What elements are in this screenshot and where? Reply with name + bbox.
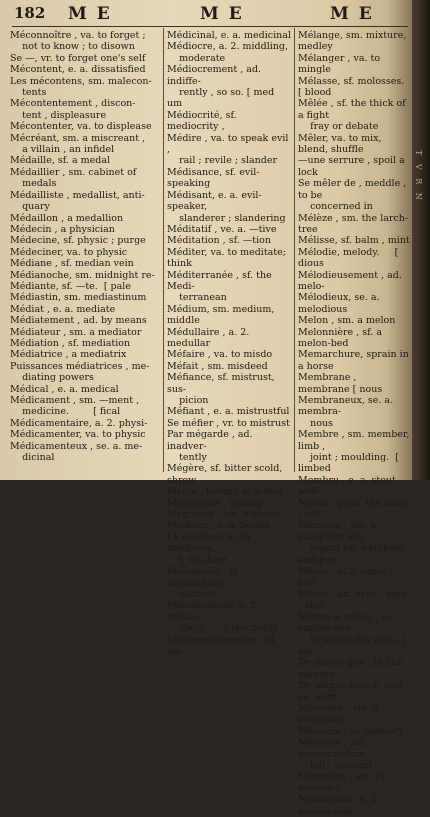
- dictionary-entry: De même que , in like manner: [298, 657, 407, 680]
- dictionary-entry: Membru , e. a. stout , well-: [298, 474, 405, 498]
- dictionary-entry: Même , ad. even , very , also: [298, 588, 411, 612]
- dictionary-entry: Mélanger , va. to mingle: [298, 52, 384, 76]
- dictionary-entry: Méfiance, sf. mistrust, sus-: [167, 372, 278, 395]
- dictionary-entry: Médullaire , a. 2. medullar: [167, 326, 253, 349]
- dictionary-entry: Médeciner, va. to physic: [10, 246, 128, 258]
- dictionary-entry: Mégissier , sm. a tawer: [167, 509, 280, 521]
- dictionary-entry: Mélasse, sf. molosses. [ blood: [298, 75, 408, 99]
- dictionary-entry: De même, que, c. just as, even: [298, 680, 406, 703]
- dictionary-entry: medicine. [ fical: [10, 406, 121, 418]
- dictionary-entry: rail ; revile ; slander: [167, 155, 278, 167]
- dictionary-entry: Mémoires , sm. pl. memoirs: [298, 771, 391, 794]
- dictionary-entry: Se mêler de , meddle , to be: [298, 178, 410, 201]
- dictionary-entry: joint ; moulding. [ limbed: [298, 452, 402, 475]
- dictionary-entry: Médiastin, sm. mediastinum: [10, 292, 147, 304]
- dictionary-entry: Médisant, e. a. evil-speaker,: [167, 189, 262, 213]
- dictionary-entry: Melon , sm. a melon: [298, 315, 396, 327]
- dictionary-entry: diating powers: [10, 372, 94, 384]
- dictionary-entry: slanderer ; slandering: [167, 212, 286, 224]
- dictionary-entry: Membre , sm. member, limb ,: [298, 429, 413, 452]
- dictionary-entry: terranean: [167, 292, 227, 304]
- dictionary-entry: Méditatif , ve. a. —tive: [167, 223, 277, 235]
- dictionary-entry: quary: [10, 201, 50, 213]
- entry-column-3: [298, 30, 413, 817]
- dictionary-entry: Médianoche, sm. midnight re-: [10, 269, 155, 281]
- dictionary-entry: Méconnoître , va. to forget ;: [10, 30, 146, 41]
- dictionary-entry: Mémentó , sm. a memento: [298, 702, 382, 726]
- dictionary-entry: Mécréant, sm. a miscreant ,: [10, 132, 146, 144]
- dictionary-entry: Méfiant , e. a. mistrustful: [167, 406, 290, 418]
- dictionary-entry: tently: [167, 452, 207, 464]
- dictionary-entry: Puissances médiatrices , me-: [10, 360, 150, 372]
- dictionary-entry: choly. [ lancholily: [167, 623, 278, 635]
- dictionary-entry: Médaille, sf. a medal: [10, 155, 111, 167]
- dictionary-entry: Mécontenter, va. to displease: [10, 121, 152, 133]
- dictionary-entry: bill , account: [298, 760, 373, 771]
- dictionary-entry: Méditer, va. to meditate; think: [167, 246, 289, 270]
- dictionary-entry: Médium, sm. medium, middle: [167, 303, 278, 327]
- dictionary-entry: Memarchure, sprain in a horse: [298, 349, 412, 372]
- entry-column-2: [167, 30, 291, 657]
- dictionary-entry: a villain , an infidel: [10, 144, 115, 156]
- dictionary-entry: Médiateur , sm. a mediator: [10, 326, 142, 338]
- dictionary-entry: Mégère, sf. bitter scold, shrew: [167, 463, 286, 486]
- dictionary-entry: Mêler, va. to mix, blend, shuffle: [298, 132, 385, 156]
- dictionary-entry: Médicamenteux , se. a. me-: [10, 440, 143, 452]
- dictionary-entry: Se méfier , vr. to mistrust: [167, 417, 290, 429]
- dictionary-entry: Médaillon , a medallion: [10, 212, 124, 224]
- dictionary-entry: Les mécontens, sm. malecon-: [10, 75, 152, 87]
- dictionary-entry: fray or debate: [298, 121, 379, 133]
- dictionary-entry: moderate: [167, 52, 226, 64]
- dictionary-entry: to justify his wish. [ ner: [298, 634, 411, 657]
- dictionary-entry: Mémoire , sf. memory: [298, 725, 404, 737]
- column-divider: [294, 28, 295, 472]
- dictionary-entry: Médiat , e. a. mediate: [10, 303, 116, 315]
- dictionary-entry: Mélisse, sf. balm , mint: [298, 235, 410, 247]
- dictionary-entry: Meilleur , e. a. better: [167, 520, 270, 532]
- dictionary-entry: Médisance, sf. evil-speaking: [167, 166, 260, 190]
- dictionary-entry: Médecine, sf. physic ; purge: [10, 235, 146, 247]
- dictionary-entry: Mécontent, e. a. dissatisfied: [10, 64, 146, 76]
- dictionary-entry: —une serrure , spoil a lock: [298, 155, 408, 178]
- header-rule: [12, 26, 408, 27]
- column-divider: [163, 28, 164, 472]
- dictionary-entry: Mécontentement , discon-: [10, 98, 136, 110]
- dictionary-entry: rently , so so. [ med um: [167, 87, 278, 110]
- dictionary-entry: nous: [298, 417, 333, 429]
- dictionary-entry: Mélancolique, a. 2. melan-: [167, 600, 262, 623]
- dictionary-entry: f. the best: [167, 554, 228, 566]
- dictionary-entry: Médiocrement , ad. indiffe-: [167, 64, 265, 87]
- dictionary-entry: Mémorable, a. 2. memorable: [298, 794, 383, 817]
- dictionary-entry: Méfait , sm. misdeed: [167, 360, 268, 372]
- dictionary-entry: Médicamenter, va. to physic: [10, 429, 146, 441]
- dictionary-entry: medals: [10, 178, 57, 190]
- dictionary-entry: Médical , e. a. medical: [10, 383, 119, 395]
- running-header-left: M E: [68, 4, 112, 24]
- dictionary-entry: Même , a. 2. same ; self: [298, 566, 396, 589]
- dictionary-entry: Mégie , tawing of a skin: [167, 486, 283, 498]
- dictionary-entry: report for weighing and pay: [298, 543, 408, 566]
- dictionary-entry: Médicinal, e. a. medicinal: [167, 30, 291, 41]
- dictionary-entry: sadness: [167, 588, 218, 600]
- dictionary-entry: Médicamentaire, a. 2. physi-: [10, 417, 148, 429]
- dictionary-entry: Méditation , sf. —tion: [167, 235, 271, 247]
- dictionary-entry: Par mégarde , ad. inadver-: [167, 429, 256, 452]
- dictionary-entry: dicinal: [10, 452, 55, 464]
- dictionary-entry: Médiante, sf. —te. [ pale: [10, 280, 131, 292]
- running-header-center: M E: [200, 4, 244, 24]
- dictionary-entry: tent , displeasure: [10, 109, 107, 121]
- dictionary-entry: Le meilleur, m. la meilleure,: [167, 531, 254, 555]
- entry-column-1: [10, 30, 160, 463]
- dictionary-entry: Membrane , membrane [ nous: [298, 372, 383, 395]
- dictionary-entry: Médaillier , sm. cabinet of: [10, 166, 137, 178]
- dictionary-entry: Méditerranée , sf. the Medi-: [167, 269, 275, 292]
- dictionary-entry: not to know ; to disown: [10, 41, 135, 53]
- dictionary-entry: Médecin , a physician: [10, 223, 115, 235]
- dictionary-entry: Médiatrice , a mediatrix: [10, 349, 127, 361]
- dictionary-entry: Médire , va. to speak evil ,: [167, 132, 292, 156]
- dictionary-entry: Mélancolie , sf. melancholy;: [167, 566, 244, 589]
- dictionary-entry: Mémoire , sm. memorandum,: [298, 737, 371, 760]
- dictionary-entry: Membraneux, se. a. membra-: [298, 395, 397, 418]
- dictionary-entry: Même , pron. the same ; self: [298, 497, 413, 521]
- dictionary-entry: Mélodie, melody. [ dious: [298, 246, 402, 270]
- dictionary-entry: Melonnière , sf. a melon-bed: [298, 326, 386, 349]
- dictionary-entry: Mélodieusement , ad. melo-: [298, 269, 405, 292]
- dictionary-entry: Mêlée , sf. the thick of a fight: [298, 98, 409, 121]
- dictionary-entry: Mélancoliquement, ad, me-: [167, 634, 281, 657]
- dictionary-entry: concerned in: [298, 201, 373, 213]
- dictionary-entry: Mémoire , sm. a pamphlet bill,: [298, 520, 379, 543]
- page-number: 182: [14, 4, 46, 22]
- dictionary-entry: Médiane , sf. median vein: [10, 258, 134, 270]
- book-spine: [412, 0, 430, 480]
- dictionary-entry: Médiocre, a. 2. middling,: [167, 41, 289, 53]
- dictionary-entry: Médiation , sf. mediation: [10, 337, 131, 349]
- dictionary-entry: Médailliste , medallist, anti-: [10, 189, 145, 201]
- spine-text: T V R N: [414, 150, 423, 203]
- dictionary-entry: Se —, vr. to forget one's self: [10, 52, 146, 64]
- dictionary-entry: Médiocrité, sf. mediocrity ,: [167, 109, 240, 133]
- dictionary-entry: Mélange, sm. mixture, medley: [298, 30, 410, 53]
- dictionary-entry: Mégisserie , tawing: [167, 497, 262, 509]
- dictionary-entry: Mettre à même , to enable one: [298, 611, 394, 635]
- dictionary-entry: Mélèze , sm. the larch-tree: [298, 212, 409, 235]
- dictionary-entry: Mélodieux, se. a. melodious: [298, 292, 383, 315]
- dictionary-entry: Médiatement , ad. by means: [10, 315, 147, 327]
- dictionary-entry: picion: [167, 395, 209, 406]
- dictionary-entry: Méfaire , va. to misdo: [167, 349, 273, 361]
- running-header-right: M E: [330, 4, 374, 24]
- dictionary-entry: tents: [10, 87, 47, 99]
- dictionary-entry: Médicament , sm. —ment ,: [10, 395, 140, 406]
